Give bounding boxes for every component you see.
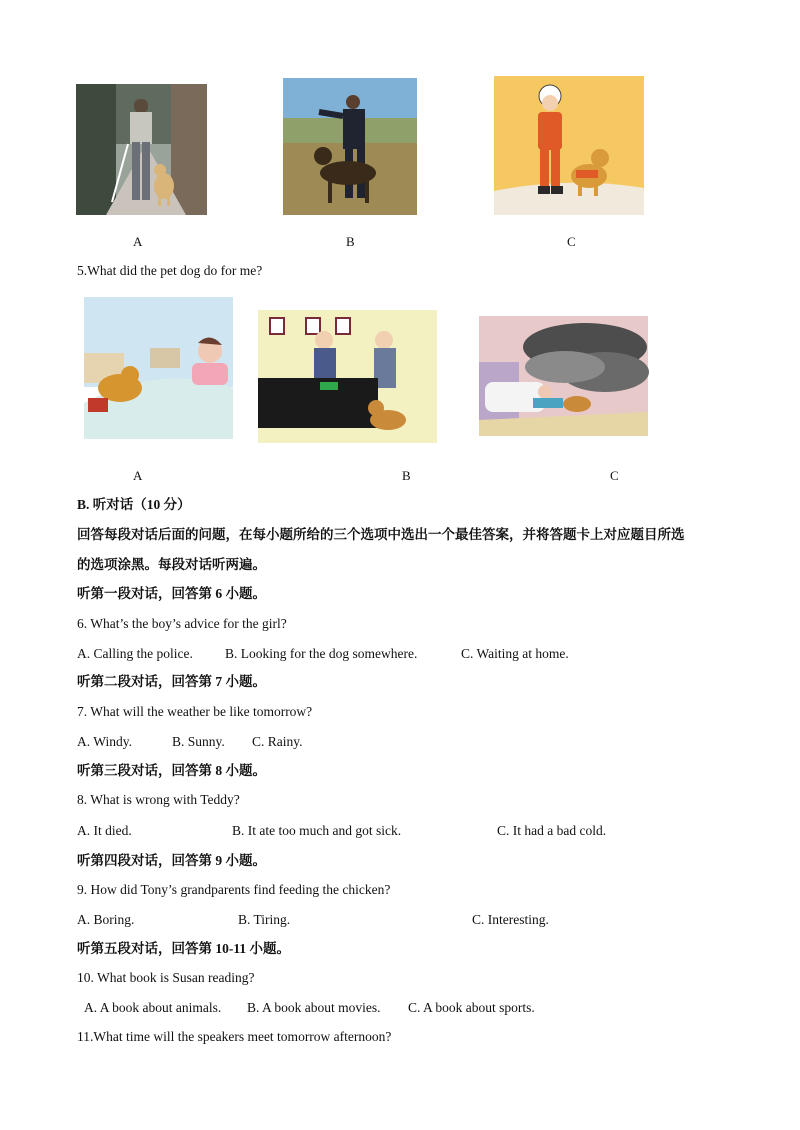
q10-question: 10. What book is Susan reading? [77,970,255,985]
q4-option-a-label: A [133,234,143,249]
q6-question: 6. What’s the boy’s advice for the girl? [77,616,287,631]
dialog-2-heading: 听第二段对话，回答第 7 小题。 [77,674,266,689]
q5-option-a-label: A [133,468,143,483]
q8-option-c: C. It had a bad cold. [497,823,607,838]
q4-option-b-label: B [346,234,355,249]
picture-4c-rescue-dog [494,76,644,215]
dialog-5-heading: 听第五段对话，回答第 10-11 小题。 [77,941,291,956]
q6-option-b: B. Looking for the dog somewhere. [225,646,418,661]
q10-option-a: A. A book about animals. [84,1000,222,1015]
q8-question: 8. What is wrong with Teddy? [77,792,240,807]
q5-option-c-label: C [610,468,619,483]
q8-option-a: A. It died. [77,823,132,838]
q7-option-a: A. Windy. [77,734,132,749]
q4-option-c-label: C [567,234,576,249]
q5-question: 5.What did the pet dog do for me? [77,263,263,278]
q7-question: 7. What will the weather be like tomorrow? [77,704,313,719]
q10-option-b: B. A book about movies. [247,1000,381,1015]
picture-5a-dog-at-bedside [80,293,237,443]
q8-option-b: B. It ate too much and got sick. [232,823,402,838]
q6-option-c: C. Waiting at home. [461,646,569,661]
section-b-title: B. 听对话（10 分） [77,497,191,512]
section-b-instruction-line2: 的选项涂黑。每段对话听两遍。 [77,557,266,572]
q9-question: 9. How did Tony’s grandparents find feeding the chicken? [77,882,391,897]
q11-question: 11.What time will the speakers meet tomorrow afternoon? [77,1029,392,1044]
q7-option-b: B. Sunny. [172,734,225,749]
q7-option-c: C. Rainy. [252,734,303,749]
picture-5b-dog-at-counter [258,310,437,443]
dialog-1-heading: 听第一段对话，回答第 6 小题。 [77,586,266,601]
picture-4b-police-dog [283,78,417,215]
q9-option-c: C. Interesting. [472,912,549,927]
q10-option-c: C. A book about sports. [408,1000,535,1015]
q5-option-b-label: B [402,468,411,483]
picture-4a-guide-dog [76,84,207,215]
picture-5c-dog-in-smoke [475,312,652,443]
q9-option-b: B. Tiring. [238,912,291,927]
section-b-instruction-line1: 回答每段对话后面的问题，在每小题所给的三个选项中选出一个最佳答案，并将答题卡上对应题目所选 [77,527,685,542]
dialog-4-heading: 听第四段对话，回答第 9 小题。 [77,853,266,868]
q9-option-a: A. Boring. [77,912,135,927]
dialog-3-heading: 听第三段对话，回答第 8 小题。 [77,763,266,778]
q6-option-a: A. Calling the police. [77,646,193,661]
